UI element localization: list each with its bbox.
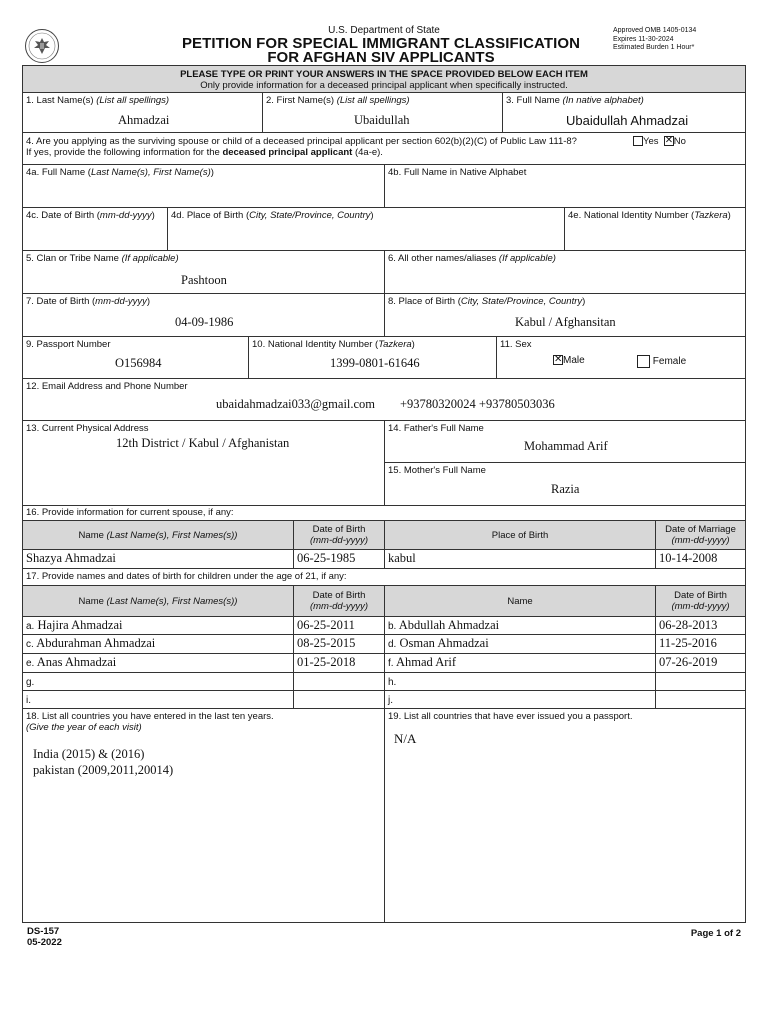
child-letter: a. (26, 621, 35, 632)
page-number: Page 1 of 2 (690, 928, 741, 939)
q3-label: 3. Full Name (506, 95, 560, 106)
field-pob[interactable]: 8. Place of Birth (City, State/Province, Country) Kabul / Afghansitan (385, 294, 745, 337)
dob-value: 04-09-1986 (175, 315, 234, 329)
q4-no-checkbox[interactable] (664, 136, 674, 146)
tazkera-value: 1399-0801-61646 (330, 356, 420, 370)
child-name: Ahmad Arif (396, 655, 457, 669)
spouse-col-dob: Date of Birth (mm-dd-yyyy) (294, 521, 385, 550)
instructions-band (23, 66, 745, 93)
child-dob: 07-26-2019 (659, 655, 718, 669)
children-section-label: 17. Provide names and dates of birth for children under the age of 21, if any: (23, 569, 745, 586)
child-letter: d. (388, 639, 397, 650)
child-dob: 06-25-2011 (297, 618, 355, 632)
field-tazkera[interactable]: 10. National Identity Number (Tazkera) 1399-0801-61646 (249, 337, 497, 379)
field-dob[interactable]: 7. Date of Birth (mm-dd-yyyy) 04-09-1986 (23, 294, 385, 337)
passport-countries-value: N/A (394, 731, 417, 746)
form-id-block (27, 926, 62, 948)
field-deceased-full-name[interactable]: 4a. Full Name (Last Name(s), First Name(s)) (23, 165, 385, 208)
sex-female-option[interactable] (637, 355, 686, 368)
field-full-name-native[interactable] (503, 93, 745, 133)
field-deceased-tazkera[interactable]: 4e. National Identity Number (Tazkera) (565, 208, 745, 251)
phone-value: +93780320024 +93780503036 (400, 397, 555, 411)
sex-male-label: Male (563, 355, 585, 366)
child-name-right-cell[interactable] (385, 654, 656, 673)
first-name-value: Ubaidullah (354, 113, 410, 127)
child-name-left-cell[interactable] (23, 654, 294, 673)
q4-yes-checkbox[interactable] (633, 136, 643, 146)
sex-male-option[interactable] (553, 355, 585, 366)
omb-approved: Approved OMB 1405-0134 (613, 27, 697, 34)
q1-label: 1. Last Name(s) (26, 95, 94, 106)
omb-info (613, 27, 696, 53)
q4-question: 4. Are you applying as the surviving spouse or child of a deceased principal applicant per section 602(b)(2)(C) of Public Law 111-8? (26, 136, 577, 147)
field-deceased-dob[interactable]: 4c. Date of Birth (mm-dd-yyyy) (23, 208, 168, 251)
child-dob-right-cell[interactable] (656, 617, 745, 635)
child-name-right-cell[interactable] (385, 691, 656, 709)
field-sex: 11. Sex ✕Male Female (497, 337, 745, 379)
q2-hint: (List all spellings) (336, 95, 410, 106)
form-body (22, 65, 746, 923)
passport-number-value: O156984 (115, 356, 162, 370)
child-name: Hajira Ahmadzai (37, 618, 123, 632)
child-dob: 01-25-2018 (297, 655, 356, 669)
child-name-right-cell[interactable] (385, 617, 656, 635)
child-name: Abdurahman Ahmadzai (36, 636, 156, 650)
child-dob: 11-25-2016 (659, 636, 717, 650)
child-letter: g. (26, 677, 35, 688)
sex-female-label: Female (652, 356, 687, 368)
child-name-left-cell[interactable] (23, 617, 294, 635)
father-name-value: Mohammad Arif (524, 439, 608, 453)
child-dob-left-cell[interactable] (294, 691, 385, 709)
field-deceased-native-name[interactable]: 4b. Full Name in Native Alphabet (385, 165, 745, 208)
field-clan-tribe[interactable]: 5. Clan or Tribe Name (If applicable) Pashtoon (23, 251, 385, 294)
countries-line1: India (2015) & (2016) (33, 747, 145, 761)
q4-yes-label: Yes (643, 136, 659, 147)
pob-value: Kabul / Afghansitan (515, 315, 616, 329)
child-letter: b. (388, 621, 397, 632)
children-col-name-left: Name (Last Name(s), First Names(s)) (23, 586, 294, 617)
spouse-dom-cell[interactable]: 10-14-2008 (656, 550, 745, 569)
child-name-left-cell[interactable] (23, 673, 294, 691)
field-passport-number[interactable]: 9. Passport Number O156984 (23, 337, 249, 379)
instructions-line2: Only provide information for a deceased principal applicant when specifically instructed. (200, 80, 568, 91)
address-value: 12th District / Kabul / Afghanistan (116, 436, 290, 450)
department-name: U.S. Department of State (328, 25, 440, 36)
child-dob-left-cell[interactable] (294, 654, 385, 673)
field-passport-countries[interactable]: 19. List all countries that have ever issued you a passport. N/A (388, 711, 633, 746)
field-surviving-spouse-question (23, 133, 745, 165)
child-dob-left-cell[interactable] (294, 635, 385, 654)
child-letter: j. (388, 695, 393, 706)
child-letter: c. (26, 639, 34, 650)
child-dob-left-cell[interactable] (294, 617, 385, 635)
field-address[interactable]: 13. Current Physical Address 12th District / Kabul / Afghanistan (23, 421, 385, 506)
child-dob-left-cell[interactable] (294, 673, 385, 691)
child-name-right-cell[interactable] (385, 673, 656, 691)
form-date: 05-2022 (27, 937, 62, 948)
child-dob: 06-28-2013 (659, 618, 718, 632)
clan-tribe-value: Pashtoon (181, 273, 227, 287)
children-col-name-right: Name (385, 586, 656, 617)
child-dob-right-cell[interactable] (656, 654, 745, 673)
omb-expires: Expires 11-30-2024 (613, 35, 674, 43)
spouse-col-name: Name (Last Name(s), First Names(s)) (23, 521, 294, 550)
full-name-native-value: Ubaidullah Ahmadzai (566, 113, 689, 128)
child-name-left-cell[interactable] (23, 691, 294, 709)
omb-burden: Estimated Burden 1 Hour* (613, 44, 695, 51)
spouse-name-cell[interactable]: Shazya Ahmadzai (23, 550, 294, 569)
child-dob-right-cell[interactable] (656, 635, 745, 654)
child-name-right-cell[interactable] (385, 635, 656, 654)
spouse-pob-cell[interactable]: kabul (385, 550, 656, 569)
field-last-name[interactable] (23, 93, 263, 133)
field-first-name[interactable] (263, 93, 503, 133)
q4-options (633, 136, 686, 147)
form-title-line2: FOR AFGHAN SIV APPLICANTS (267, 49, 495, 66)
child-name: Abdullah Ahmadzai (398, 618, 500, 632)
field-aliases[interactable]: 6. All other names/aliases (If applicable) (385, 251, 745, 294)
child-letter: h. (388, 677, 397, 688)
spouse-col-pob: Place of Birth (385, 521, 656, 550)
sex-female-checkbox[interactable] (637, 355, 650, 368)
child-letter: i. (26, 695, 31, 706)
countries-line2: pakistan (2009,2011,20014) (33, 763, 174, 777)
q2-label: 2. First Name(s) (266, 95, 335, 106)
sex-male-checkbox[interactable] (553, 355, 563, 365)
spouse-dob-cell[interactable]: 06-25-1985 (294, 550, 385, 569)
field-deceased-pob[interactable]: 4d. Place of Birth (City, State/Province, Country) (168, 208, 565, 251)
children-col-dob-left: Date of Birth (mm-dd-yyyy) (294, 586, 385, 617)
q4-followup: If yes, provide the following information for the deceased principal applicant (4a-e). (26, 147, 383, 158)
spouse-col-dom: Date of Marriage (mm-dd-yyyy) (656, 521, 745, 550)
q4-no-label: No (673, 136, 686, 147)
form-title-line1: PETITION FOR SPECIAL IMMIGRANT CLASSIFICATION (181, 35, 581, 52)
q1-hint: (List all spellings) (96, 95, 170, 106)
field-mother-name[interactable]: 15. Mother's Full Name Razia (385, 463, 745, 506)
field-countries-visited[interactable]: 18. List all countries you have entered in the last ten years. (Give the year of each visit) India (2015) & (2016) pakistan (2009,2011,20014) (23, 709, 385, 923)
child-letter: f. (388, 658, 394, 669)
spouse-section-label: 16. Provide information for current spouse, if any: (23, 506, 745, 521)
child-dob: 08-25-2015 (297, 636, 356, 650)
field-email-phone[interactable]: 12. Email Address and Phone Number ubaidahmadzai033@gmail.com +93780320024 +93780503036 (23, 379, 745, 421)
mother-name-value: Razia (551, 482, 580, 496)
form-id: DS-157 (27, 926, 60, 937)
child-name: Osman Ahmadzai (399, 636, 489, 650)
last-name-value: Ahmadzai (118, 113, 170, 127)
email-value: ubaidahmadzai033@gmail.com (216, 397, 376, 411)
child-name: Anas Ahmadzai (36, 655, 117, 669)
q3-hint: (In native alphabet) (562, 95, 644, 106)
child-dob-right-cell[interactable] (656, 691, 745, 709)
field-father-name[interactable]: 14. Father's Full Name Mohammad Arif (385, 421, 745, 463)
children-col-dob-right: Date of Birth (mm-dd-yyyy) (656, 586, 745, 617)
instructions-line1: PLEASE TYPE OR PRINT YOUR ANSWERS IN THE SPACE PROVIDED BELOW EACH ITEM (180, 69, 588, 80)
child-name-left-cell[interactable] (23, 635, 294, 654)
child-letter: e. (26, 658, 35, 669)
child-dob-right-cell[interactable] (656, 673, 745, 691)
